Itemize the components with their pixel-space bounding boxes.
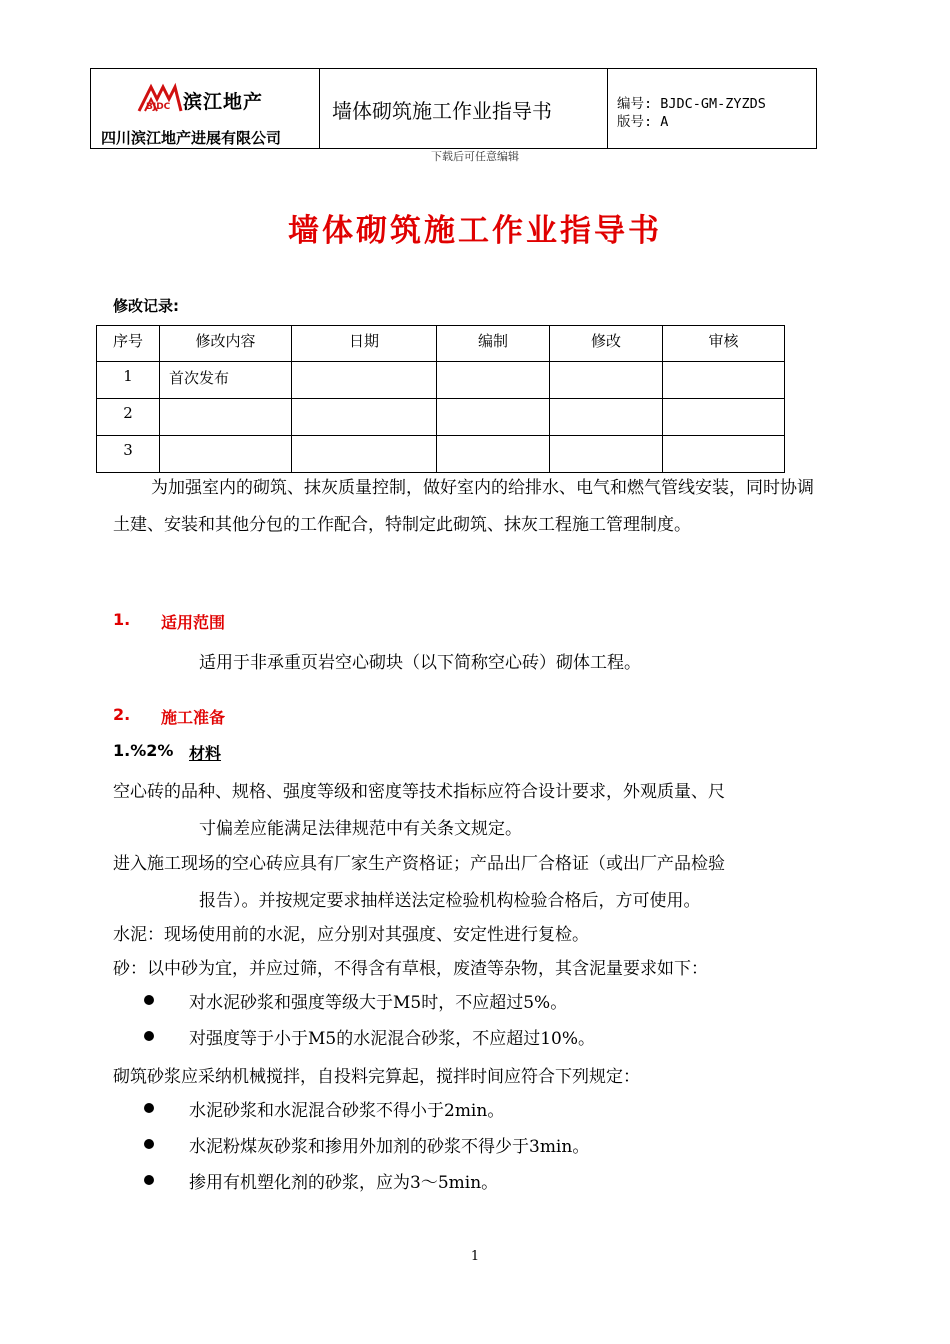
list-item: 对强度等于小于M5的水泥混合砂浆，不应超过10%。 [189, 1029, 596, 1049]
section-1-number: 1. [113, 610, 131, 629]
revision-table [96, 325, 785, 473]
list-item: 对水泥砂浆和强度等级大于M5时，不应超过5%。 [189, 993, 568, 1013]
table-cell [550, 436, 663, 473]
bullet-icon [144, 1139, 154, 1149]
bullet-icon [144, 995, 154, 1005]
document-header [90, 68, 817, 149]
table-cell [663, 399, 785, 436]
page-number: 1 [470, 1249, 480, 1264]
material-line: 砂：以中砂为宜，并应过筛，不得含有草根，废渣等杂物，其含泥量要求如下： [113, 959, 708, 979]
table-cell [292, 436, 437, 473]
bullet-icon [144, 1031, 154, 1041]
material-line: 报告）。并按规定要求抽样送法定检验机构检验合格后，方可使用。 [199, 891, 701, 911]
list-item: 水泥砂浆和水泥混合砂浆不得小于2min。 [189, 1101, 505, 1121]
table-cell: 2 [97, 399, 160, 436]
section-2-number: 2. [113, 705, 131, 724]
table-cell [550, 399, 663, 436]
company-name: 四川滨江地产进展有限公司 [101, 129, 282, 147]
logo-text: 滨江地产 [183, 91, 264, 113]
table-cell [160, 399, 292, 436]
section-2-title: 施工准备 [161, 708, 226, 727]
section-1-title: 适用范围 [161, 613, 226, 632]
logo-abbr: BJDC [146, 102, 171, 112]
header-title-cell [320, 69, 608, 148]
header-title: 墙体砌筑施工作业指导书 [332, 99, 552, 123]
table-row [97, 436, 785, 473]
main-title: 墙体砌筑施工作业指导书 [288, 213, 662, 249]
document-version: 版号: A [617, 114, 669, 130]
bullet-icon [144, 1103, 154, 1113]
material-line: 水泥：现场使用前的水泥，应分别对其强度、安定性进行复检。 [113, 925, 589, 945]
edit-note: 下载后可任意编辑 [431, 150, 519, 163]
table-cell: 1 [97, 362, 160, 399]
table-cell [437, 436, 550, 473]
table-cell: 首次发布 [160, 362, 292, 399]
column-header: 审核 [663, 326, 785, 362]
list-item: 掺用有机塑化剂的砂浆，应为3～5min。 [189, 1173, 499, 1193]
table-cell [437, 399, 550, 436]
table-cell [663, 362, 785, 399]
company-logo-icon [137, 81, 183, 115]
column-header: 序号 [97, 326, 160, 362]
header-meta-cell [608, 69, 816, 148]
subsection-number: 1.%2% [113, 741, 174, 760]
document-code: 编号: BJDC-GM-ZYZDS [617, 96, 766, 112]
table-cell [292, 362, 437, 399]
table-row [97, 399, 785, 436]
section-1-text: 适用于非承重页岩空心砌块（以下简称空心砖）砌体工程。 [199, 653, 641, 673]
revision-label: 修改记录: [113, 297, 179, 315]
subsection-title: 材料 [189, 744, 222, 763]
revision-header-row [97, 326, 785, 362]
table-cell: 3 [97, 436, 160, 473]
table-cell [160, 436, 292, 473]
table-cell [550, 362, 663, 399]
table-row [97, 362, 785, 399]
header-logo-cell [91, 69, 320, 148]
column-header: 修改 [550, 326, 663, 362]
column-header: 修改内容 [160, 326, 292, 362]
material-line: 寸偏差应能满足法律规范中有关条文规定。 [199, 819, 522, 839]
column-header: 日期 [292, 326, 437, 362]
mix-line: 砌筑砂浆应采纳机械搅拌，自投料完算起，搅拌时间应符合下列规定： [113, 1067, 640, 1087]
table-cell [292, 399, 437, 436]
material-line: 进入施工现场的空心砖应具有厂家生产资格证；产品出厂合格证（或出厂产品检验 [113, 854, 725, 874]
intro-paragraph: 为加强室内的砌筑、抹灰质量控制，做好室内的给排水、电气和燃气管线安装，同时协调土建、安装和其他分包的工作配合，特制定此砌筑、抹灰工程施工管理制度。 [113, 478, 814, 535]
bullet-icon [144, 1175, 154, 1185]
material-line: 空心砖的品种、规格、强度等级和密度等技术指标应符合设计要求，外观质量、尺 [113, 782, 725, 802]
list-item: 水泥粉煤灰砂浆和掺用外加剂的砂浆不得少于3min。 [189, 1137, 590, 1157]
column-header: 编制 [437, 326, 550, 362]
table-cell [437, 362, 550, 399]
table-cell [663, 436, 785, 473]
